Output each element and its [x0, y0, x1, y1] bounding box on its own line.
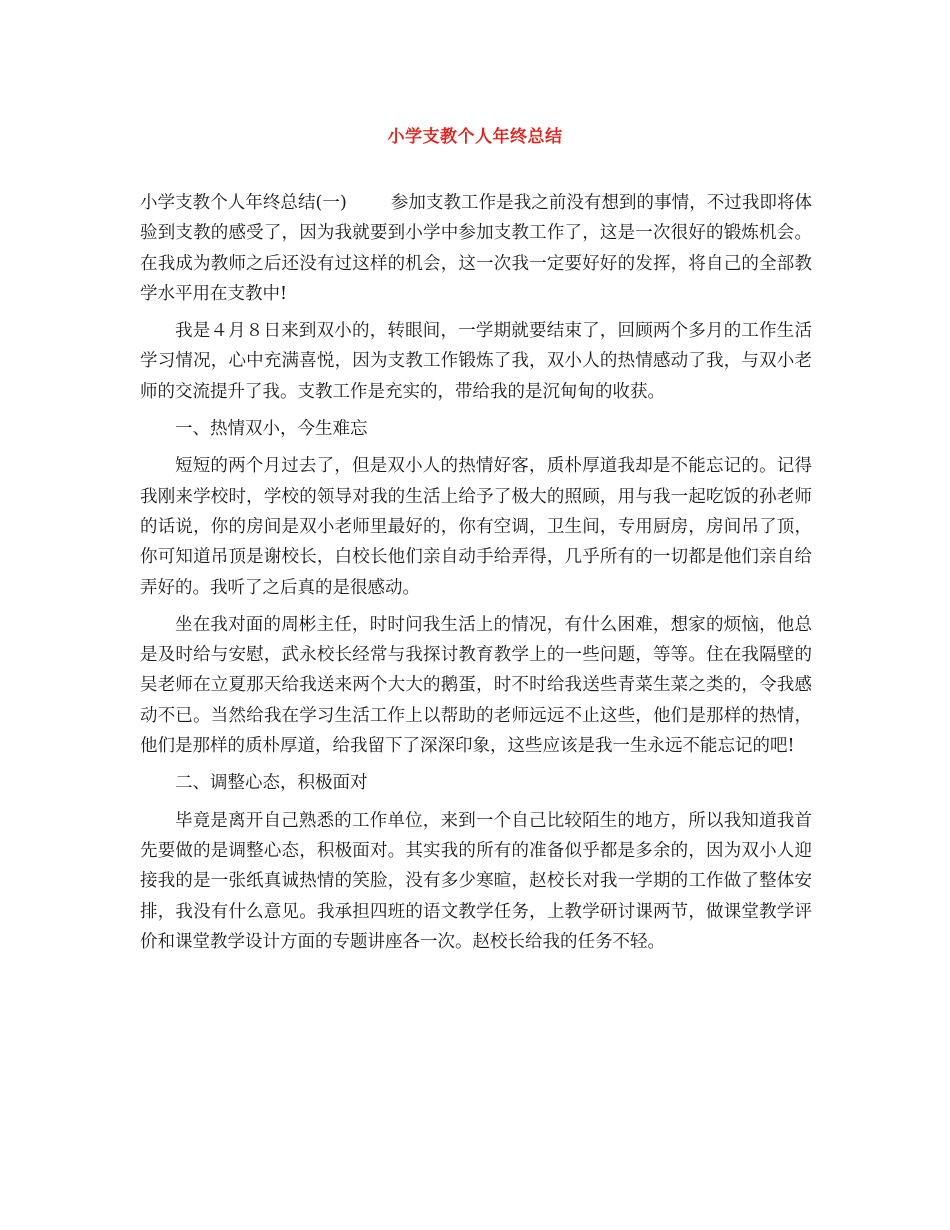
- paragraph: 短短的两个月过去了，但是双小人的热情好客，质朴厚道我却是不能忘记的。记得我刚来学校时，学校的领导对我的生活上给予了极大的照顾，用与我一起吃饭的孙老师的话说，你的房间是双小老师里最好的，你有空调，卫生间，专用厨房，房间吊了顶，你可知道吊顶是谢校长，白校长他们亲自动手给弄得，几乎所有的一切都是他们亲自给弄好的。我听了之后真的是很感动。: [140, 456, 812, 598]
- paragraph-text: 参加支教工作是我之前没有想到的事情，不过我即将体验到支教的感受了，因为我就要到小学中参加支教工作了，这是一次很好的锻炼机会。在我成为教师之后还没有过这样的机会，这一次我一定要好好的发挥，将自己的全部教学水平用在支教中!: [140, 193, 813, 304]
- document-body: [140, 188, 812, 964]
- section-heading-lead: 小学支教个人年终总结(一): [140, 193, 347, 213]
- paragraph: 毕竟是离开自己熟悉的工作单位，来到一个自己比较陌生的地方，所以我知道我首先要做的是调整心态，积极面对。其实我的所有的准备似乎都是多余的，因为双小人迎接我的是一张纸真诚热情的笑脸，没有多少寒暄，赵校长对我一学期的工作做了整体安排，我没有什么意见。我承担四班的语文教学任务，上教学研讨课两节，做课堂教学评价和课堂教学设计方面的专题讲座各一次。赵校长给我的任务不轻。: [140, 810, 812, 952]
- document-title: 小学支教个人年终总结: [387, 127, 563, 147]
- paragraph-intro: [140, 188, 812, 309]
- section-heading: 二、调整心态，积极面对: [175, 773, 368, 794]
- paragraph: 我是４月８日来到双小的，转眼间，一学期就要结束了，回顾两个多月的工作生活学习情况，心中充满喜悦，因为支教工作锻炼了我，双小人的热情感动了我，与双小老师的交流提升了我。支教工作是充实的，带给我的是沉甸甸的收获。: [140, 321, 812, 402]
- section-heading: 一、热情双小，今生难忘: [175, 419, 368, 440]
- paragraph: 坐在我对面的周彬主任，时时问我生活上的情况，有什么困难，想家的烦恼，他总是及时给与安慰，武永校长经常与我探讨教育教学上的一些问题，等等。住在我隔壁的吴老师在立夏那天给我送来两个大大的鹅蛋，时不时给我送些青菜生菜之类的，令我感动不已。当然给我在学习生活工作上以帮助的老师远远不止这些，他们是那样的热情，他们是那样的质朴厚道，给我留下了深深印象，这些应该是我一生永远不能忘记的吧!: [140, 614, 812, 757]
